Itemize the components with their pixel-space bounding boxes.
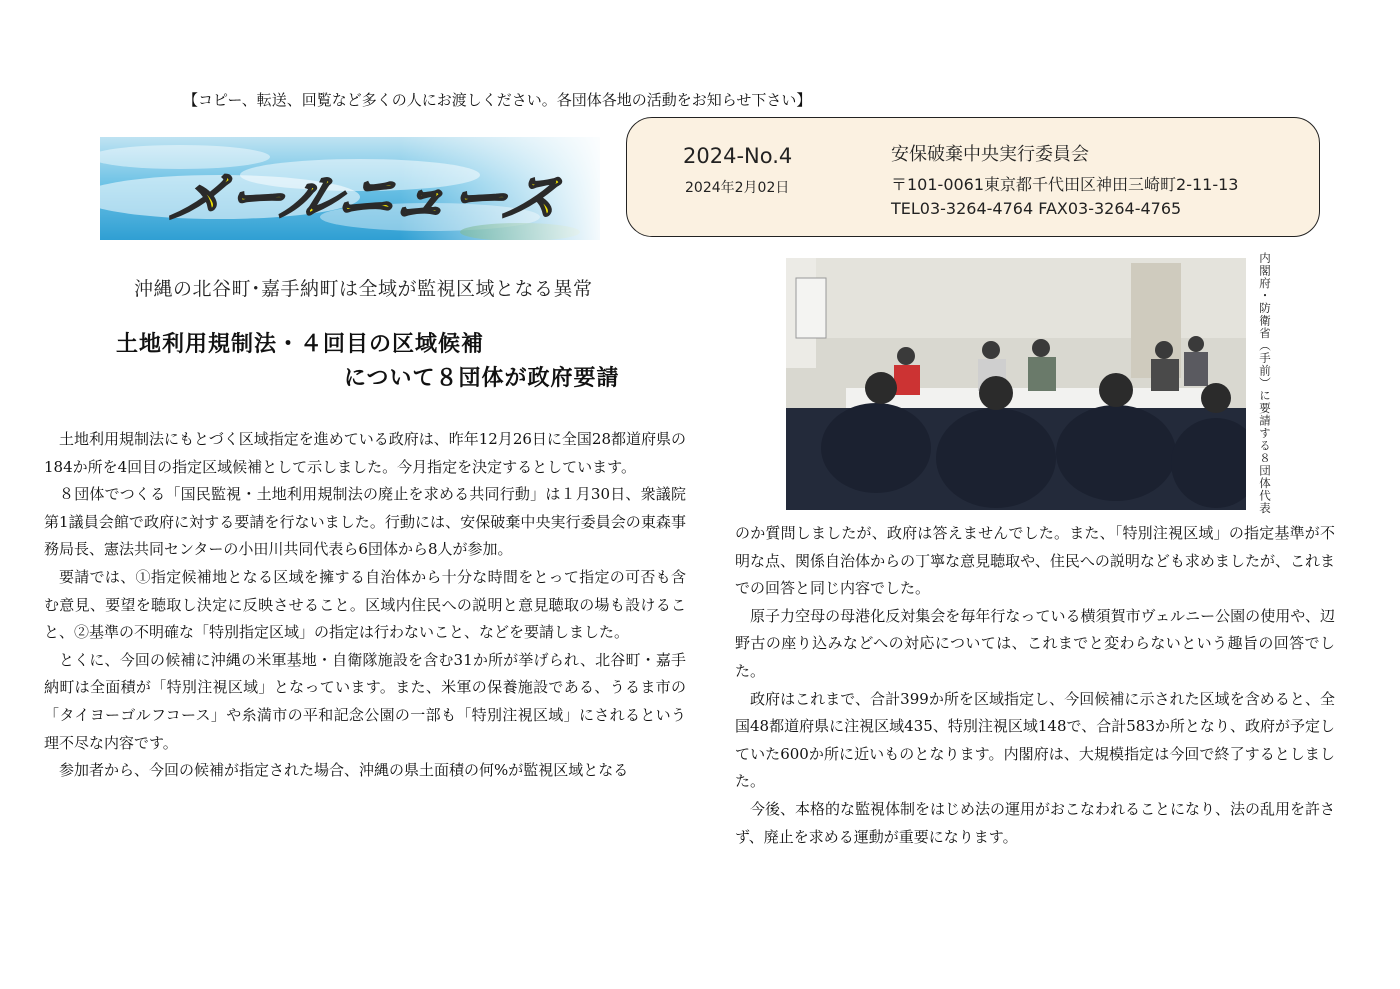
meeting-photo-illustration	[786, 258, 1246, 510]
issue-date: 2024年2月02日	[685, 180, 790, 196]
paragraph: 参加者から、今回の候補が指定された場合、沖縄の県土面積の何%が監視区域となる	[59, 761, 629, 780]
article-body-left	[44, 426, 686, 785]
organization-address: 〒101-0061東京都千代田区神田三崎町2-11-13	[891, 175, 1239, 194]
organization-name: 安保破棄中央実行委員会	[891, 144, 1089, 165]
paragraph: 要請では、①指定候補地となる区域を擁する自治体から十分な時間をとって指定の可否も含む意見、要望を聴取し決定に反映させること。区域内住民への説明と意見聴取の場も設けること、②基準の不明確な「特別指定区域」の指定は行わないこと、などを要請しました。	[44, 567, 686, 642]
issue-info-box	[626, 117, 1320, 237]
paragraph: とくに、今回の候補に沖縄の米軍基地・自衛隊施設を含む31か所が挙げられ、北谷町・嘉手納町は全面積が「特別注視区域」となっています。また、米軍の保養施設である、うるま市の「タイヨーゴルフコース」や糸満市の平和記念公園の一部も「特別注視区域」にされるという理不尽な内容です。	[44, 650, 686, 752]
logo-text	[162, 165, 571, 230]
svg-text:メールニュース: メールニュース	[161, 165, 571, 231]
mail-news-logo-banner	[100, 137, 600, 240]
paragraph: のか質問しましたが、政府は答えませんでした。また、「特別注視区域」の指定基準が不明な点、関係自治体からの丁寧な意見聴取や、住民への説明なども求めましたが、これまでの回答と同じ内容でした。	[735, 524, 1335, 598]
article-subtitle: 沖縄の北谷町･嘉手納町は全域が監視区域となる異常	[134, 278, 593, 300]
article-headline-line2: について８団体が政府要請	[344, 365, 620, 391]
organization-contact: TEL03-3264-4764 FAX03-3264-4765	[891, 199, 1182, 218]
paragraph: 原子力空母の母港化反対集会を毎年行なっている横須賀市ヴェルニー公園の使用や、辺野古の座り込みなどへの対応については、これまでと変わらないという趣旨の回答でした。	[735, 606, 1335, 680]
article-headline-line1: 土地利用規制法・４回目の区域候補	[116, 331, 485, 357]
article-body-right	[735, 520, 1335, 851]
distribution-notice: 【コピー、転送、回覧など多くの人にお渡しください。各団体各地の活動をお知らせ下さい】	[183, 91, 812, 109]
paragraph: 政府はこれまで、合計399か所を区域指定し、今回候補に示された区域を含めると、全国48都道府県に注視区域435、特別注視区域148で、合計583か所となり、政府が予定していた600か所に近いものとなります。内閣府は、大規模指定は今回で終了するとしました。	[735, 689, 1335, 791]
issue-number: 2024-No.4	[683, 144, 793, 168]
paragraph: 今後、本格的な監視体制をはじめ法の運用がおこなわれることになり、法の乱用を許さず、廃止を求める運動が重要になります。	[735, 799, 1336, 846]
photo-caption: 内閣府・防衛省（手前）に要請する８団体代表	[1258, 252, 1272, 515]
meeting-photo	[786, 258, 1246, 510]
paragraph: ８団体でつくる「国民監視・土地利用規制法の廃止を求める共同行動」は１月30日、衆議院第1議員会館で政府に対する要請を行ないました。行動には、安保破棄中央実行委員会の東森事務局長、憲法共同センターの小田川共同代表ら6団体から8人が参加。	[44, 485, 686, 559]
logo-graphic	[100, 137, 600, 240]
paragraph: 土地利用規制法にもとづく区域指定を進めている政府は、昨年12月26日に全国28都道府県の184か所を4回目の指定区域候補として示しました。今月指定を決定するとしています。	[44, 430, 686, 476]
